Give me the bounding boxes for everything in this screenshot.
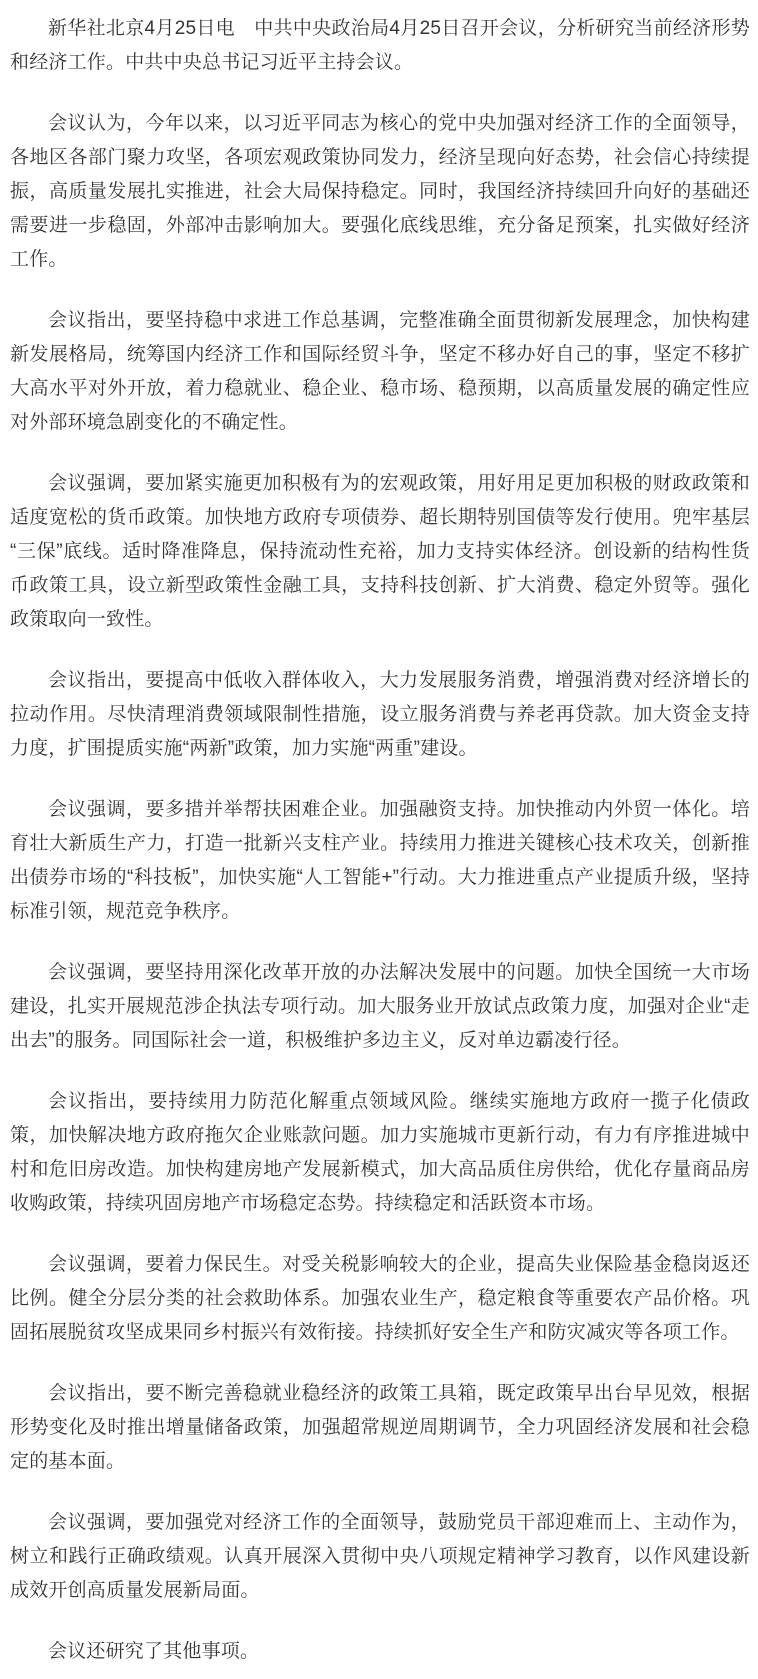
article-paragraph: 会议指出，要持续用力防范化解重点领域风险。继续实施地方政府一揽子化债政策，加快解决地方政府拖欠企业账款问题。加力实施城市更新行动，有力有序推进城中村和危旧房改造。加快构建房地产发展新模式，加大高品质住房供给，优化存量商品房收购政策，持续巩固房地产市场稳定态势。持续稳定和活跃资本市场。 bbox=[10, 1091, 750, 1214]
article-paragraph: 会议强调，要加紧实施更加积极有为的宏观政策，用好用足更加积极的财政政策和适度宽松的货币政策。加快地方政府专项债券、超长期特别国债等发行使用。兜牢基层“三保”底线。适时降准降息，保持流动性充裕，加力支持实体经济。创设新的结构性货币政策工具，设立新型政策性金融工具，支持科技创新、扩大消费、稳定外贸等。强化政策取向一致性。 bbox=[10, 473, 750, 630]
article-paragraph: 会议强调，要多措并举帮扶困难企业。加强融资支持。加快推动内外贸一体化。培育壮大新质生产力，打造一批新兴支柱产业。持续用力推进关键核心技术攻关，创新推出债券市场的“科技板”，加快实施“人工智能+”行动。大力推进重点产业提质升级，坚持标准引领，规范竞争秩序。 bbox=[10, 799, 750, 922]
article-paragraph: 会议强调，要着力保民生。对受关税影响较大的企业，提高失业保险基金稳岗返还比例。健全分层分类的社会救助体系。加强农业生产，稳定粮食等重要农产品价格。巩固拓展脱贫攻坚成果同乡村振兴有效衔接。持续抓好安全生产和防灾减灾等各项工作。 bbox=[10, 1254, 750, 1343]
article-paragraph: 会议认为，今年以来，以习近平同志为核心的党中央加强对经济工作的全面领导，各地区各部门聚力攻坚，各项宏观政策协同发力，经济呈现向好态势，社会信心持续提振，高质量发展扎实推进，社会大局保持稳定。同时，我国经济持续回升向好的基础还需要进一步稳固，外部冲击影响加大。要强化底线思维，充分备足预案，扎实做好经济工作。 bbox=[10, 113, 750, 270]
article-paragraph: 会议强调，要加强党对经济工作的全面领导，鼓励党员干部迎难而上、主动作为，树立和践行正确政绩观。认真开展深入贯彻中央八项规定精神学习教育，以作风建设新成效开创高质量发展新局面。 bbox=[10, 1512, 750, 1601]
article-paragraph: 会议指出，要坚持稳中求进工作总基调，完整准确全面贯彻新发展理念，加快构建新发展格局，统筹国内经济工作和国际经贸斗争，坚定不移办好自己的事，坚定不移扩大高水平对外开放，着力稳就业、稳企业、稳市场、稳预期，以高质量发展的确定性应对外部环境急剧变化的不确定性。 bbox=[10, 310, 750, 433]
article-paragraph-dateline: 新华社北京4月25日电 中共中央政治局4月25日召开会议，分析研究当前经济形势和经济工作。中共中央总书记习近平主持会议。 bbox=[10, 18, 750, 73]
article-paragraph: 会议指出，要不断完善稳就业稳经济的政策工具箱，既定政策早出台早见效，根据形势变化及时推出增量储备政策，加强超常规逆周期调节，全力巩固经济发展和社会稳定的基本面。 bbox=[10, 1383, 750, 1472]
article-paragraph-closing: 会议还研究了其他事项。 bbox=[48, 1641, 260, 1662]
article-paragraph: 会议指出，要提高中低收入群体收入，大力发展服务消费，增强消费对经济增长的拉动作用。尽快清理消费领域限制性措施，设立服务消费与养老再贷款。加大资金支持力度，扩围提质实施“两新”政策，加力实施“两重”建设。 bbox=[10, 670, 750, 759]
article-paragraph: 会议强调，要坚持用深化改革开放的办法解决发展中的问题。加快全国统一大市场建设，扎实开展规范涉企执法专项行动。加大服务业开放试点政策力度，加强对企业“走出去”的服务。同国际社会一道，积极维护多边主义，反对单边霸凌行径。 bbox=[10, 962, 750, 1051]
